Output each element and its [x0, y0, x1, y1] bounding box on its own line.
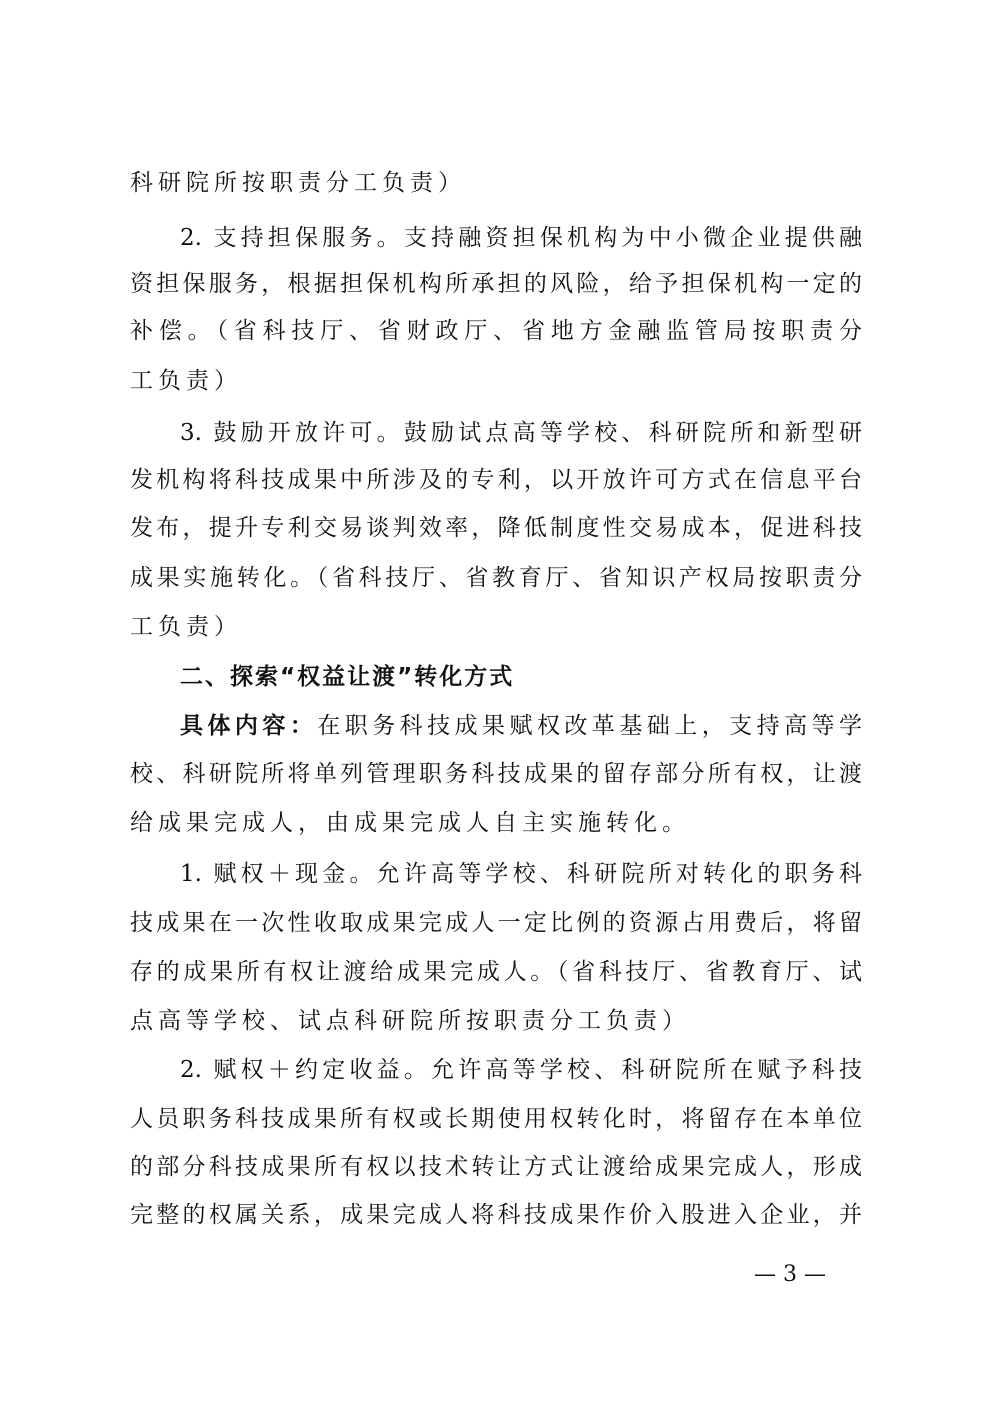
text-line: 工负责） — [130, 368, 242, 394]
text-line: 成果实施转化。（省科技厅、省教育厅、省知识产权局按职责分 — [130, 565, 862, 591]
text-line: 存的成果所有权让渡给成果完成人。（省科技厅、省教育厅、试 — [130, 959, 862, 985]
text-line: 2. 支持担保服务。支持融资担保机构为中小微企业提供融 — [180, 225, 862, 251]
text-line: 资担保服务，根据担保机构所承担的风险，给予担保机构一定的 — [130, 271, 862, 297]
section-heading: 二、探索“权益让渡”转化方式 — [180, 664, 515, 690]
text-line: 技成果在一次性收取成果完成人一定比例的资源占用费后，将留 — [130, 910, 862, 936]
text-line: 给成果完成人，由成果完成人自主实施转化。 — [130, 810, 690, 836]
text-line: 点高等学校、试点科研院所按职责分工负责） — [130, 1008, 690, 1034]
text-line: 补偿。（省科技厅、省财政厅、省地方金融监管局按职责分 — [130, 318, 862, 344]
text-line: 完整的权属关系，成果完成人将科技成果作价入股进入企业，并 — [130, 1202, 862, 1228]
page-number: — 3 — — [754, 1262, 826, 1287]
content-label: 具体内容： — [180, 712, 318, 739]
text-line: 1. 赋权＋现金。允许高等学校、科研院所对转化的职务科 — [180, 861, 862, 887]
content-text: 在职务科技成果赋权改革基础上，支持高等学 — [317, 713, 863, 739]
text-line: 发布，提升专利交易谈判效率，降低制度性交易成本，促进科技 — [130, 515, 862, 541]
text-line: 科研院所按职责分工负责） — [130, 170, 466, 196]
text-line: 2. 赋权＋约定收益。允许高等学校、科研院所在赋予科技 — [180, 1057, 862, 1083]
text-line: 人员职务科技成果所有权或长期使用权转化时，将留存在本单位 — [130, 1106, 862, 1132]
text-line: 3. 鼓励开放许可。鼓励试点高等学校、科研院所和新型研 — [180, 420, 862, 446]
text-line: 的部分科技成果所有权以技术转让方式让渡给成果完成人，形成 — [130, 1154, 862, 1180]
text-line: 工负责） — [130, 614, 242, 640]
text-line — [180, 710, 862, 742]
text-line: 发机构将科技成果中所涉及的专利，以开放许可方式在信息平台 — [130, 467, 862, 493]
text-line: 校、科研院所将单列管理职务科技成果的留存部分所有权，让渡 — [130, 761, 862, 787]
